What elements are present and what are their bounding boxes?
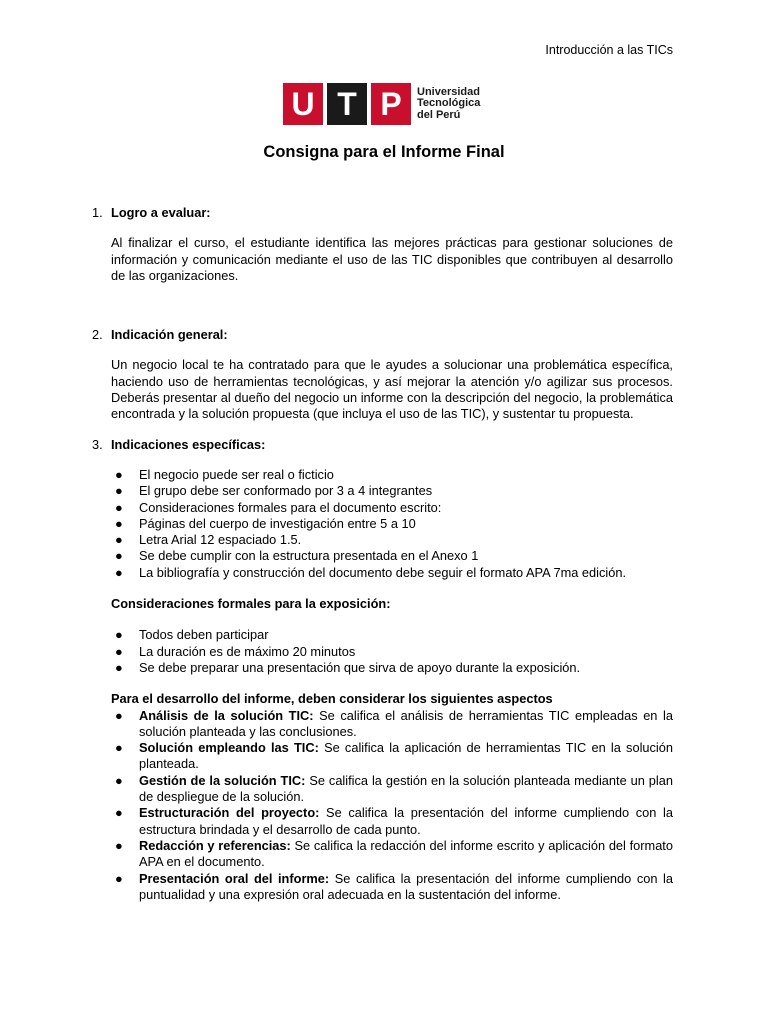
section-number: 2. bbox=[92, 327, 103, 343]
header-course-title: Introducción a las TICs bbox=[545, 43, 673, 57]
list-item bbox=[111, 532, 673, 548]
list-item-text: Letra Arial 12 espaciado 1.5. bbox=[139, 532, 302, 548]
bullet-icon: ● bbox=[115, 870, 123, 886]
exposicion-bullet-list bbox=[92, 627, 673, 676]
bullet-icon: ● bbox=[115, 772, 123, 788]
list-item-text: El negocio puede ser real o ficticio bbox=[139, 466, 334, 482]
aspect-text: Se califica la aplicación de herramientas TIC en la solución planteada. bbox=[139, 740, 674, 772]
list-item-text: Consideraciones formales para el documento escrito: bbox=[139, 499, 442, 515]
aspect-lead: Gestión de la solución TIC: bbox=[139, 772, 306, 788]
list-item-text: La bibliografía y construcción del documento debe seguir el formato APA 7ma edición. bbox=[139, 564, 627, 580]
aspectos-bullet-list bbox=[92, 708, 673, 904]
list-item bbox=[111, 644, 673, 660]
list-item bbox=[111, 516, 673, 532]
bullet-icon: ● bbox=[115, 466, 123, 482]
list-item-text: Todos deben participar bbox=[139, 627, 269, 643]
list-item-text: La duración es de máximo 20 minutos bbox=[139, 643, 356, 659]
logo-letter-p: P bbox=[371, 83, 411, 125]
bullet-icon: ● bbox=[115, 805, 123, 821]
bullet-icon: ● bbox=[115, 532, 123, 548]
section-2-heading bbox=[92, 327, 673, 343]
section-1-text: Al finalizar el curso, el estudiante identifica las mejores prácticas para gestionar soluciones de información y comunicación mediante el uso de las TIC disponibles que contribuyen al desarrollo de las organizaciones. bbox=[111, 235, 673, 283]
bullet-icon: ● bbox=[115, 564, 123, 580]
bullet-icon: ● bbox=[115, 659, 123, 675]
logo-letter-u: U bbox=[283, 83, 323, 125]
utp-logo bbox=[283, 83, 480, 125]
aspect-lead: Redacción y referencias: bbox=[139, 837, 291, 853]
list-item-text: Páginas del cuerpo de investigación entre 5 a 10 bbox=[139, 515, 416, 531]
section-3-heading bbox=[92, 437, 673, 453]
section-title: Logro a evaluar: bbox=[111, 205, 211, 220]
section-1-heading bbox=[92, 205, 673, 221]
document-title: Consigna para el Informe Final bbox=[263, 143, 505, 161]
list-item bbox=[111, 500, 673, 516]
logo-university-name bbox=[417, 87, 480, 122]
logo-letter-t: T bbox=[327, 83, 367, 125]
list-item bbox=[111, 773, 673, 806]
section-title: Indicación general: bbox=[111, 327, 228, 343]
list-item bbox=[111, 871, 673, 904]
logo-text-line2: Tecnológica bbox=[417, 97, 481, 110]
bullet-icon: ● bbox=[115, 483, 123, 499]
list-item bbox=[111, 838, 673, 871]
list-item bbox=[111, 467, 673, 483]
list-item bbox=[111, 483, 673, 499]
logo-text-line3: del Perú bbox=[417, 108, 461, 121]
logo-letters bbox=[283, 83, 411, 125]
list-item-text: Se debe preparar una presentación que sirva de apoyo durante la exposición. bbox=[139, 659, 581, 675]
bullet-icon: ● bbox=[115, 643, 123, 659]
list-item bbox=[111, 548, 673, 564]
aspectos-heading: Para el desarrollo del informe, deben considerar los siguientes aspectos bbox=[111, 691, 553, 707]
bullet-icon: ● bbox=[115, 627, 123, 643]
list-item bbox=[111, 627, 673, 643]
bullet-icon: ● bbox=[115, 837, 123, 853]
aspect-text: Se califica la presentación del informe cumpliendo con la puntualidad y una expresión oral adecuada en la sustentación del informe. bbox=[139, 870, 673, 902]
list-item-text: Se debe cumplir con la estructura presentada en el Anexo 1 bbox=[139, 548, 479, 564]
bullet-icon: ● bbox=[115, 515, 123, 531]
aspect-text: Se califica la redacción del informe escrito y aplicación del formato APA en el documento. bbox=[139, 837, 673, 870]
list-item bbox=[111, 708, 673, 741]
aspect-text: Se califica el análisis de herramientas TIC empleadas en la solución planteada y las conclusiones. bbox=[139, 707, 673, 739]
exposicion-heading: Consideraciones formales para la exposición: bbox=[111, 596, 391, 612]
section-2-text: Un negocio local te ha contratado para que le ayudes a solucionar una problemática específica, haciendo uso de herramientas tecnológicas, y así mejorar la atención y/o agilizar sus procesos. Deberás presentar al dueño del negocio un informe con la descripción del negocio, la problemática encontrada y la solución propuesta (que incluya el uso de las TIC), y sustentar tu propuesta. bbox=[111, 357, 673, 422]
bullet-icon: ● bbox=[115, 499, 123, 515]
list-item-text: El grupo debe ser conformado por 3 a 4 integrantes bbox=[139, 483, 433, 499]
aspect-lead: Solución empleando las TIC: bbox=[139, 740, 319, 756]
section-number: 1. bbox=[92, 205, 103, 220]
aspect-lead: Estructuración del proyecto: bbox=[139, 805, 320, 821]
list-item bbox=[111, 565, 673, 581]
logo-text-line1: Universidad bbox=[417, 85, 480, 98]
list-item bbox=[111, 660, 673, 676]
aspect-lead: Análisis de la solución TIC: bbox=[139, 707, 314, 723]
aspect-text: Se califica la gestión en la solución planteada mediante un plan de despliegue de la solución. bbox=[139, 772, 673, 805]
section-3-bullet-list bbox=[92, 467, 673, 581]
aspect-text: Se califica la presentación del informe cumpliendo con la estructura brindada y el desarrollo de cada punto. bbox=[139, 805, 674, 837]
section-number: 3. bbox=[92, 436, 103, 452]
list-item bbox=[111, 805, 673, 838]
section-title: Indicaciones específicas: bbox=[111, 436, 266, 452]
bullet-icon: ● bbox=[115, 740, 123, 756]
bullet-icon: ● bbox=[115, 707, 123, 723]
bullet-icon: ● bbox=[115, 548, 123, 564]
document-body bbox=[92, 205, 673, 903]
list-item bbox=[111, 740, 673, 773]
aspect-lead: Presentación oral del informe: bbox=[139, 870, 330, 886]
